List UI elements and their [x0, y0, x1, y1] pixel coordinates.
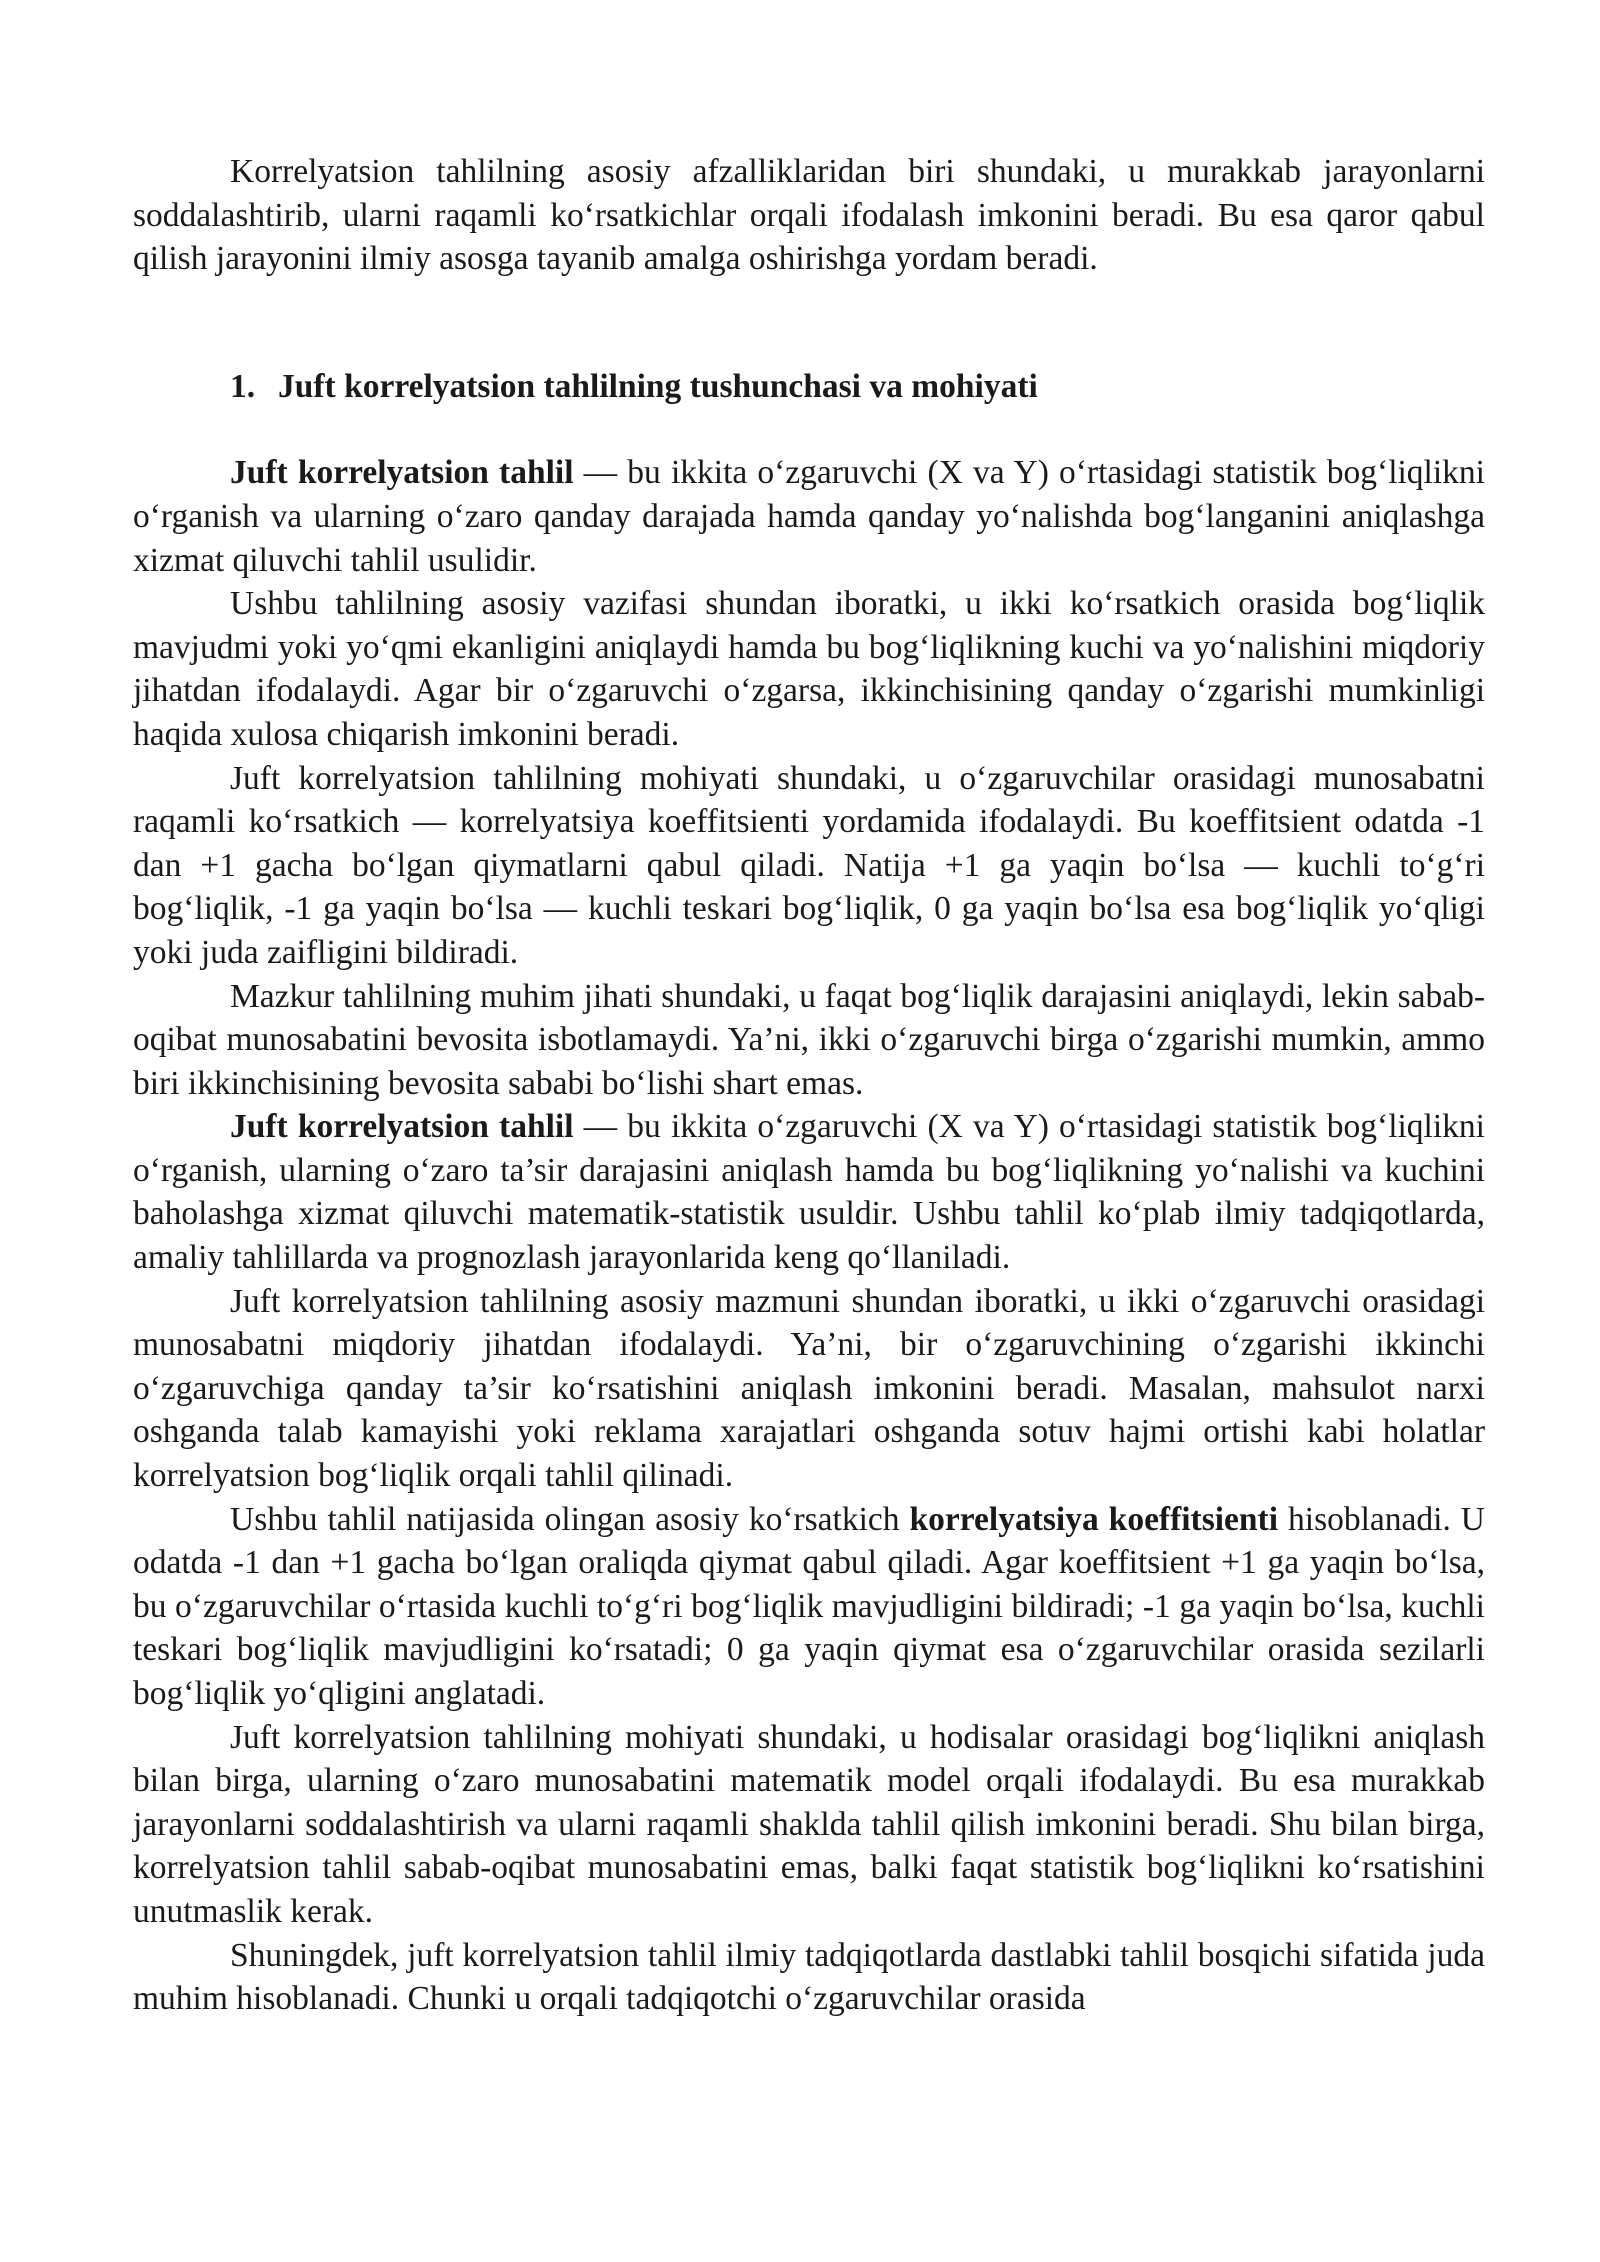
section-heading	[133, 365, 1485, 409]
intro-paragraph: Korrelyatsion tahlilning asosiy afzalliklaridan biri shundaki, u murakkab jarayonlarni soddalashtirib, ularni raqamli ko‘rsatkichlar orqali ifodalash imkonini beradi. Bu esa qaror qabul qilish jarayonini ilmiy asosga tayanib amalga oshirishga yordam beradi.	[133, 153, 1485, 278]
paragraph-text: — bu ikkita o‘zgaruvchi (X va Y) o‘rtasidagi statistik bog‘liqlikni o‘rganish va ularning o‘zaro qanday darajada hamda qanday yo‘nalishda bog‘langanini aniqlashga xizmat qiluvchi tahlil usulidir.	[133, 454, 1485, 579]
body-paragraph	[133, 1280, 1485, 1498]
paragraph-text: Shuningdek, juft korrelyatsion tahlil ilmiy tadqiqotlarda dastlabki tahlil bosqichi sifatida juda muhim hisoblanadi. Chunki u orqali tadqiqotchi o‘zgaruvchilar orasida	[133, 1936, 1485, 2018]
body-paragraph	[133, 451, 1485, 582]
body-paragraph	[133, 757, 1485, 975]
body-paragraph	[133, 1934, 1485, 2021]
paragraph-text: Ushbu tahlil natijasida olingan asosiy ko‘rsatkich	[230, 1500, 910, 1538]
section-number: 1.	[230, 367, 256, 405]
bold-term: Juft korrelyatsion tahlil	[230, 454, 574, 492]
paragraph-text: Juft korrelyatsion tahlilning mohiyati shundaki, u hodisalar orasidagi bog‘liqlikni aniqlash bilan birga, ularning o‘zaro munosabatini matematik model orqali ifodalaydi. Bu esa murakkab jarayonlarni soddalashtirish va ularni raqamli shaklda tahlil qilish imkonini beradi. Shu bilan birga, korrelyatsion tahlil sabab-oqibat munosabatini emas, balki faqat statistik bog‘liqlikni ko‘rsatishini unutmaslik kerak.	[133, 1718, 1485, 1930]
section-title: Juft korrelyatsion tahlilning tushunchasi va mohiyati	[278, 367, 1038, 405]
section-spacer	[133, 281, 1485, 365]
paragraph-text: Mazkur tahlilning muhim jihati shundaki, u faqat bog‘liqlik darajasini aniqlaydi, lekin sabab-oqibat munosabatini bevosita isbotlamaydi. Ya’ni, ikki o‘zgaruvchi birga o‘zgarishi mumkin, ammo biri ikkinchisining bevosita sababi bo‘lishi shart emas.	[133, 977, 1485, 1102]
bold-term: korrelyatsiya koeffitsienti	[909, 1500, 1279, 1538]
paragraph-text: hisoblanadi. U odatda -1 dan +1 gacha bo‘lgan oraliqda qiymat qabul qiladi. Agar koeffitsient +1 ga yaqin bo‘lsa, bu o‘zgaruvchilar o‘rtasida kuchli to‘g‘ri bog‘liqlik mavjudligini bildiradi; -1 ga yaqin bo‘lsa, kuchli teskari bog‘liqlik mavjudligini ko‘rsatadi; 0 ga yaqin qiymat esa o‘zgaruvchilar orasida sezilarli bog‘liqlik yo‘qligini anglatadi.	[133, 1500, 1486, 1712]
document-page	[133, 150, 1485, 2021]
body-paragraph	[133, 582, 1485, 756]
body-paragraph	[133, 1105, 1485, 1279]
bold-term: Juft korrelyatsion tahlil	[230, 1108, 574, 1146]
body-paragraph	[133, 1716, 1485, 1934]
paragraph-text: Ushbu tahlilning asosiy vazifasi shundan iboratki, u ikki ko‘rsatkich orasida bog‘liqlik mavjudmi yoki yo‘qmi ekanligini aniqlaydi hamda bu bog‘liqlikning kuchi va yo‘nalishini miqdoriy jihatdan ifodalaydi. Agar bir o‘zgaruvchi o‘zgarsa, ikkinchisining qanday o‘zgarishi mumkinligi haqida xulosa chiqarish imkonini beradi.	[133, 585, 1485, 753]
paragraph-text: Juft korrelyatsion tahlilning asosiy mazmuni shundan iboratki, u ikki o‘zgaruvchi orasidagi munosabatni miqdoriy jihatdan ifodalaydi. Ya’ni, bir o‘zgaruvchining o‘zgarishi ikkinchi o‘zgaruvchiga qanday ta’sir ko‘rsatishini aniqlash imkonini beradi. Masalan, mahsulot narxi oshganda talab kamayishi yoki reklama xarajatlari oshganda sotuv hajmi ortishi kabi holatlar korrelyatsion bog‘liqlik orqali tahlil qilinadi.	[133, 1282, 1485, 1495]
body-paragraph	[133, 1498, 1485, 1716]
body-paragraph	[133, 975, 1485, 1106]
paragraph-text: Juft korrelyatsion tahlilning mohiyati shundaki, u o‘zgaruvchilar orasidagi munosabatni raqamli ko‘rsatkich — korrelyatsiya koeffitsienti yordamida ifodalaydi. Bu koeffitsient odatda -1 dan +1 gacha bo‘lgan qiymatlarni qabul qiladi. Natija +1 ga yaqin bo‘lsa — kuchli to‘g‘ri bog‘liqlik, -1 ga yaqin bo‘lsa — kuchli teskari bog‘liqlik, 0 ga yaqin bo‘lsa esa bog‘liqlik yo‘qligi yoki juda zaifligini bildiradi.	[133, 759, 1485, 971]
heading-spacer	[133, 408, 1485, 451]
paragraph-text: — bu ikkita o‘zgaruvchi (X va Y) o‘rtasidagi statistik bog‘liqlikni o‘rganish, ularning o‘zaro ta’sir darajasini aniqlash hamda bu bog‘liqlikning yo‘nalishi va kuchini baholashga xizmat qiluvchi matematik-statistik usuldir. Ushbu tahlil ko‘plab ilmiy tadqiqotlarda, amaliy tahlillarda va prognozlash jarayonlarida keng qo‘llaniladi.	[133, 1108, 1485, 1277]
